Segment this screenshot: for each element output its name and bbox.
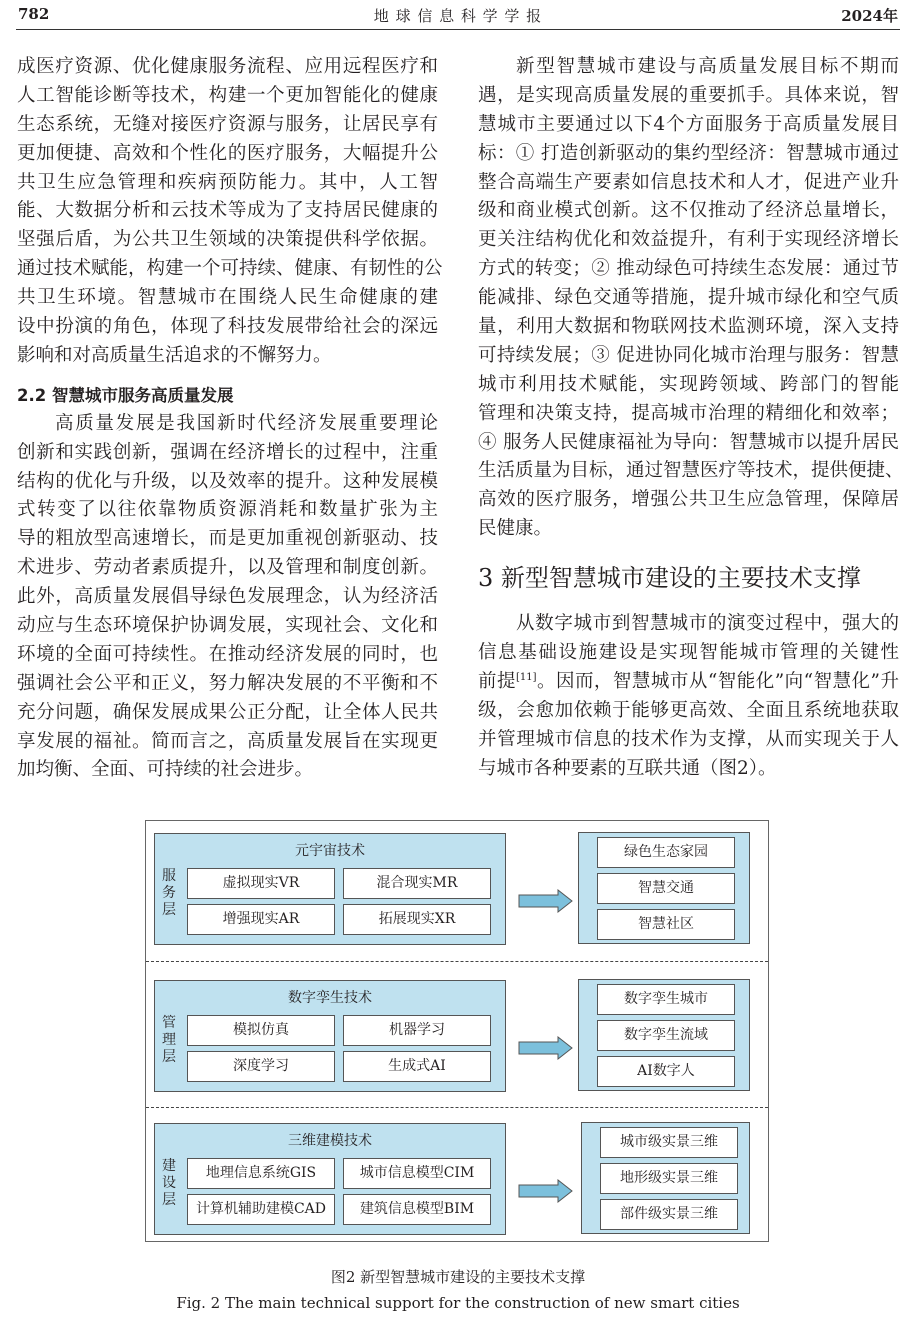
text-line: 高质量发展是我国新时代经济发展重要理论 — [55, 412, 438, 434]
text-line: 术进步、劳动者素质提升，以及管理和制度创新。 — [17, 557, 438, 579]
text-line: 能减排、绿色交通等措施，提升城市绿化和空气质 — [478, 287, 899, 309]
text-line: 可持续发展；③ 促进协同化城市治理与服务：智慧 — [478, 344, 899, 366]
layer-label: 建设层 — [162, 1158, 176, 1208]
tech-item: 拓展现实XR — [343, 904, 491, 935]
right-column — [478, 53, 904, 783]
layer-divider — [146, 961, 768, 962]
section-heading-3: 3 新型智慧城市建设的主要技术支撑 — [478, 564, 861, 593]
text-line: 从数字城市到智慧城市的演变过程中，强大的 — [516, 613, 899, 635]
left-column — [17, 53, 443, 785]
text-line: 共卫生应急管理和疾病预防能力。其中，人工智 — [17, 171, 438, 193]
text-line: 坚强后盾，为公共卫生领域的决策提供科学依据。 — [17, 229, 438, 251]
year: 2024年 — [841, 7, 898, 25]
tech-item: 模拟仿真 — [187, 1015, 335, 1046]
text-line — [478, 668, 899, 697]
text-line: 成医疗资源、优化健康服务流程、应用远程医疗和 — [17, 56, 438, 77]
text-line: 加均衡、全面、可持续的社会进步。 — [17, 759, 314, 781]
text-line: 管理和决策支持，提高城市治理的精细化和效率； — [478, 402, 899, 424]
output-item: 数字孪生流域 — [597, 1020, 735, 1051]
output-item: 智慧交通 — [597, 873, 735, 904]
text-line: 享发展的福祉。简而言之，高质量发展旨在实现更 — [17, 730, 438, 752]
tech-item: 深度学习 — [187, 1051, 335, 1082]
tech-item: 虚拟现实VR — [187, 868, 335, 899]
tech-item: 地理信息系统GIS — [187, 1158, 335, 1189]
text-line: ④ 服务人民健康福祉为导向：智慧城市以提升居民 — [478, 431, 899, 453]
text-line: 信息基础设施建设是实现智能城市管理的关键性 — [478, 642, 899, 664]
figure-caption-cn: 图2 新型智慧城市建设的主要技术支撑 — [330, 1268, 586, 1286]
layer-title: 元宇宙技术 — [295, 843, 365, 859]
tech-item: 城市信息模型CIM — [343, 1158, 491, 1189]
header-rule — [16, 29, 900, 30]
text-line: 结构的优化与升级，以及效率的提升。这种发展模 — [17, 470, 438, 492]
text-line: 标：① 打造创新驱动的集约型经济：智慧城市通过 — [478, 142, 899, 164]
text-line: 更加便捷、高效和个性化的医疗服务，大幅提升公 — [17, 142, 438, 164]
tech-item: 混合现实MR — [343, 868, 491, 899]
text-line: 共卫生环境。智慧城市在围绕人民生命健康的建 — [17, 287, 438, 309]
text-line: 与城市各种要素的互联共通（图2）。 — [478, 757, 777, 779]
text-line: 人工智能诊断等技术，构建一个更加智能化的健康 — [17, 84, 438, 106]
text-line: 能、大数据分析和云技术等成为了支持居民健康的 — [17, 200, 438, 222]
layer-title: 数字孪生技术 — [288, 990, 372, 1006]
layer-output-box — [578, 979, 750, 1091]
layer-label: 服务层 — [162, 868, 176, 918]
figure-2 — [145, 820, 769, 1242]
page-number: 782 — [18, 5, 50, 23]
text-line: 新型智慧城市建设与高质量发展目标不期而 — [516, 56, 899, 77]
layer-output-box — [581, 1122, 750, 1234]
text-line: 方式的转变；② 推动绿色可持续生态发展：通过节 — [478, 258, 899, 280]
text-line: 更关注结构优化和效益提升，有利于实现经济增长 — [478, 229, 899, 251]
text-line: 生态系统，无缝对接医疗资源与服务，让居民享有 — [17, 113, 438, 135]
text-line: 生活质量为目标，通过智慧医疗等技术，提供便捷、 — [478, 460, 904, 482]
tech-item: 增强现实AR — [187, 904, 335, 935]
output-item: AI数字人 — [597, 1056, 735, 1087]
arrow-icon — [518, 1179, 574, 1203]
tech-item: 机器学习 — [343, 1015, 491, 1046]
layer-divider — [146, 1107, 768, 1108]
layer-tech-box — [154, 1123, 506, 1235]
text-line: 式转变了以往依靠物质资源消耗和数量扩张为主 — [17, 499, 438, 521]
text-line: 此外，高质量发展倡导绿色发展理念，认为经济活 — [17, 586, 438, 608]
text-line: 通过技术赋能，构建一个可持续、健康、有韧性的公 — [17, 258, 443, 280]
text-line: 高效的医疗服务，增强公共卫生应急管理，保障居 — [478, 489, 899, 511]
tech-item: 生成式AI — [343, 1051, 491, 1082]
output-item: 地形级实景三维 — [600, 1163, 738, 1194]
text-line: 强调社会公平和正义，努力解决发展的不平衡和不 — [17, 672, 438, 694]
text-line: 城市利用技术赋能，实现跨领域、跨部门的智能 — [478, 373, 899, 395]
output-item: 智慧社区 — [597, 909, 735, 940]
text-segment: 。因而，智慧城市从“智能化”向“智慧化”升 — [536, 670, 899, 692]
text-line: 整合高端生产要素如信息技术和人才，促进产业升 — [478, 171, 899, 193]
journal-title: 地 球 信 息 科 学 学 报 — [373, 7, 543, 25]
text-line: 影响和对高质量生活追求的不懈努力。 — [17, 344, 332, 366]
citation-reference: [11] — [515, 671, 537, 683]
layer-label: 管理层 — [162, 1015, 176, 1065]
text-line: 民健康。 — [478, 518, 553, 540]
output-item: 数字孪生城市 — [597, 984, 735, 1015]
tech-item: 建筑信息模型BIM — [343, 1194, 491, 1225]
text-line: 遇，是实现高质量发展的重要抓手。具体来说，智 — [478, 84, 899, 106]
text-line: 级，会愈加依赖于能够更高效、全面且系统地获取 — [478, 699, 899, 721]
text-line: 创新和实践创新，强调在经济增长的过程中，注重 — [17, 441, 438, 463]
text-line: 量，利用大数据和物联网技术监测环境，深入支持 — [478, 316, 899, 338]
output-item: 部件级实景三维 — [600, 1199, 738, 1230]
arrow-icon — [518, 889, 574, 913]
output-item: 城市级实景三维 — [600, 1127, 738, 1158]
layer-tech-box — [154, 833, 506, 945]
text-line: 级和商业模式创新。这不仅推动了经济总量增长， — [478, 200, 899, 222]
arrow-icon — [518, 1036, 574, 1060]
text-line: 并管理城市信息的技术作为支撑，从而实现关于人 — [478, 728, 899, 750]
text-line: 导的粗放型高速增长，而是更加重视创新驱动、技 — [17, 528, 438, 550]
layer-output-box — [578, 832, 750, 944]
layer-tech-box — [154, 980, 506, 1092]
section-heading-2-2: 2.2 智慧城市服务高质量发展 — [17, 385, 234, 405]
text-line: 充分问题，确保发展成果公正分配，让全体人民共 — [17, 701, 438, 723]
output-item: 绿色生态家园 — [597, 837, 735, 868]
text-line: 设中扮演的角色，体现了科技发展带给社会的深远 — [17, 316, 438, 338]
text-line: 环境的全面可持续性。在推动经济发展的同时，也 — [17, 643, 438, 665]
text-segment: 前提 — [478, 670, 516, 692]
figure-caption-en: Fig. 2 The main technical support for the construction of new smart cities — [176, 1294, 740, 1312]
text-line: 动应与生态环境保护协调发展，实现社会、文化和 — [17, 615, 438, 637]
text-line: 慧城市主要通过以下4个方面服务于高质量发展目 — [478, 113, 899, 135]
layer-title: 三维建模技术 — [288, 1133, 372, 1149]
tech-item: 计算机辅助建模CAD — [187, 1194, 335, 1225]
